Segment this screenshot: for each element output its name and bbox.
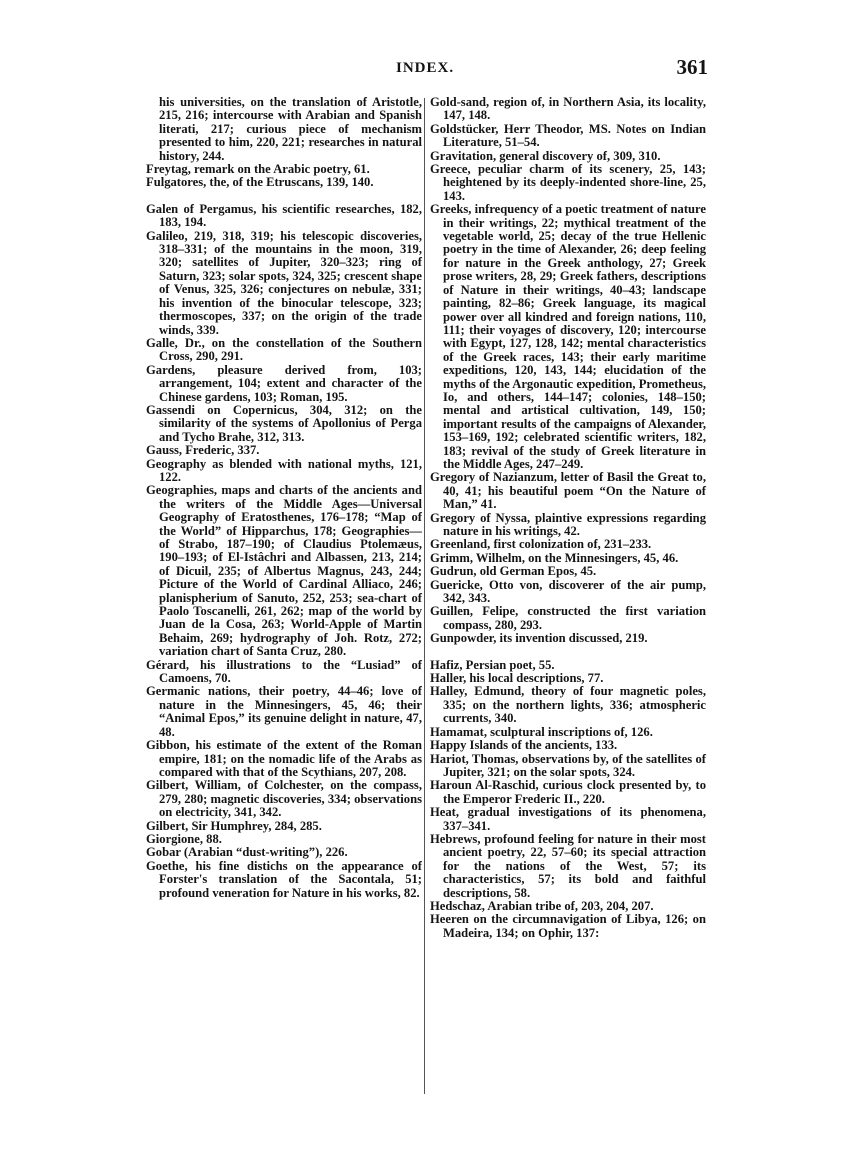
section-gap <box>430 646 706 659</box>
index-entry: Germanic nations, their poetry, 44–46; love of nature in the Minnesingers, 45, 46; their “Animal Epos,” its genuine delight in nature, 47, 48. <box>146 684 422 739</box>
page-header <box>148 55 708 82</box>
index-entry: Haller, his local descriptions, 77. <box>430 671 604 686</box>
index-entry: Grimm, Wilhelm, on the Minnesingers, 45, 46. <box>430 550 679 565</box>
section-gap <box>146 190 422 203</box>
index-entry: Hamamat, sculptural inscriptions of, 126. <box>430 724 653 739</box>
index-entry: Geography as blended with national myths, 121, 122. <box>146 456 422 484</box>
index-entry: Galle, Dr., on the constellation of the Southern Cross, 290, 291. <box>146 335 422 364</box>
index-entry: Fulgatores, the, of the Etruscans, 139, 140. <box>146 175 374 190</box>
index-entry: Goethe, his fine distichs on the appearance of Forster's translation of the Sacontala, 51; profound veneration for Nature in his works, 82. <box>146 858 422 900</box>
index-column-left <box>146 96 422 900</box>
index-entry: Gilbert, Sir Humphrey, 284, 285. <box>146 818 322 833</box>
index-entry: Galileo, 219, 318, 319; his telescopic discoveries, 318–331; of the mountains in the moon, 319, 320; satellites of Jupiter, 320–323; ring of Saturn, 323; solar spots, 324, 325; crescent shape of Venus, 325, 326; conjectures on nebulæ, 331; his invention of the binocular telescope, 323; thermoscopes, 337; on the origin of the trade winds, 339. <box>146 228 422 337</box>
index-entry: Gardens, pleasure derived from, 103; arrangement, 104; extent and character of the Chinese gardens, 103; Roman, 195. <box>146 362 422 404</box>
index-column-right <box>430 96 706 940</box>
index-entry: Goldstücker, Herr Theodor, MS. Notes on Indian Literature, 51–54. <box>430 121 706 150</box>
index-entry: Hafiz, Persian poet, 55. <box>430 657 555 672</box>
index-entry: Guericke, Otto von, discoverer of the air pump, 342, 343. <box>430 577 706 606</box>
index-entry: Halley, Edmund, theory of four magnetic poles, 335; on the northern lights, 336; atmospheric currents, 340. <box>430 684 706 726</box>
index-entry: Heat, gradual investigations of its phenomena, 337–341. <box>430 805 706 833</box>
index-entry: Hariot, Thomas, observations by, of the satellites of Jupiter, 321; on the solar spots, 324. <box>430 751 706 779</box>
index-entry: Guillen, Felipe, constructed the first variation compass, 280, 293. <box>430 604 706 632</box>
index-entry: Freytag, remark on the Arabic poetry, 61. <box>146 162 370 177</box>
index-entry: Gibbon, his estimate of the extent of the Roman empire, 181; on the nomadic life of the Arabs as compared with that of the Scythians, 207, 208. <box>146 738 422 779</box>
index-entry: Gauss, Frederic, 337. <box>146 443 260 458</box>
index-entry: Hebrews, profound feeling for nature in their most ancient poetry, 22, 57–60; its special attraction for the nations of the West, 57; its characteristics, 57; its bold and faithful descriptions, 58. <box>430 831 706 900</box>
index-entry: Gunpowder, its invention discussed, 219. <box>430 631 648 646</box>
index-entry: Gold-sand, region of, in Northern Asia, its locality, 147, 148. <box>430 95 706 123</box>
index-entry: Hedschaz, Arabian tribe of, 203, 204, 207. <box>430 898 654 913</box>
running-title: INDEX. <box>396 60 455 76</box>
index-entry: Gobar (Arabian “dust-writing”), 226. <box>146 845 348 860</box>
index-entry: Gregory of Nazianzum, letter of Basil the Great to, 40, 41; his beautiful poem “On the Nature of Man,” 41. <box>430 470 706 512</box>
index-entry: Gravitation, general discovery of, 309, 310. <box>430 148 661 163</box>
index-entry: his universities, on the translation of Aristotle, 215, 216; intercourse with Arabian and Spanish literati, 217; curious piece of mechanism presented to him, 220, 221; researches in natural history, 244. <box>159 95 422 163</box>
index-entry: Greece, peculiar charm of its scenery, 25, 143; heightened by its deeply-indented shore-line, 25, 143. <box>430 162 706 203</box>
index-entry: Greeks, infrequency of a poetic treatment of nature in their writings, 22; mythical treatment of the vegetable world, 25; decay of the true Hellenic poetry in the time of Alexander, 26; deep feeling for nature in the Greek anthology, 27; Greek prose writers, 28, 29; Greek fathers, descriptions of Nature in their writings, 40–43; landscape painting, 82–86; Greek language, its magical power over all kindred and foreign nations, 110, 111; their voyages of discovery, 120; intercourse with Egypt, 127, 128, 142; mental characteristics of the Greek races, 143; their early maritime expeditions, 120, 143, 144; elucidation of the myths of the Argonautic expedition, Prometheus, Io, and others, 144–147; colonies, 148–150; mental and artistical cultivation, 149, 150; important results of the campaigns of Alexander, 153–169, 192; celebrated scientific writers, 182, 183; revival of the study of Greek literature in the Middle Ages, 247–249. <box>430 202 706 471</box>
index-entry: Gérard, his illustrations to the “Lusiad” of Camoens, 70. <box>146 657 422 686</box>
index-entry: Happy Islands of the ancients, 133. <box>430 738 618 753</box>
index-entry: Geographies, maps and charts of the ancients and the writers of the Middle Ages—Universal Geography of Eratosthenes, 176–178; “Map of the World” of Hipparchus, 178; Geographies—of Strabo, 187–190; of Claudius Ptolemæus, 190–193; of El-Istâchri and Albassen, 213, 214; of Dicuil, 235; of Albertus Magnus, 243, 244; Picture of the World of Cardinal Alliaco, 246; planispherium of Sanuto, 252, 253; sea-chart of Paolo Toscanelli, 261, 262; map of the world by Juan de la Cosa, 263; World-Apple of Martin Behaim, 269; hydrography of Joh. Rotz, 272; variation chart of Santa Cruz, 280. <box>146 483 422 659</box>
index-entry: Gassendi on Copernicus, 304, 312; on the similarity of the systems of Apollonius of Perga and Tycho Brahe, 312, 313. <box>146 402 422 444</box>
index-entry: Giorgione, 88. <box>146 831 222 846</box>
index-entry: Heeren on the circumnavigation of Libya, 126; on Madeira, 134; on Ophir, 137: <box>430 912 706 940</box>
index-entry: Greenland, first colonization of, 231–233. <box>430 537 652 552</box>
index-entry: Haroun Al-Raschid, curious clock presented by, to the Emperor Frederic II., 220. <box>430 778 706 806</box>
index-entry: Gilbert, William, of Colchester, on the compass, 279, 280; magnetic discoveries, 334; observations on electricity, 341, 342. <box>146 778 422 820</box>
index-entry: Galen of Pergamus, his scientific researches, 182, 183, 194. <box>146 201 422 230</box>
index-entry: Gudrun, old German Epos, 45. <box>430 564 597 579</box>
column-divider <box>424 98 425 1094</box>
page-number: 361 <box>676 55 708 79</box>
index-entry: Gregory of Nyssa, plaintive expressions regarding nature in his writings, 42. <box>430 510 706 538</box>
